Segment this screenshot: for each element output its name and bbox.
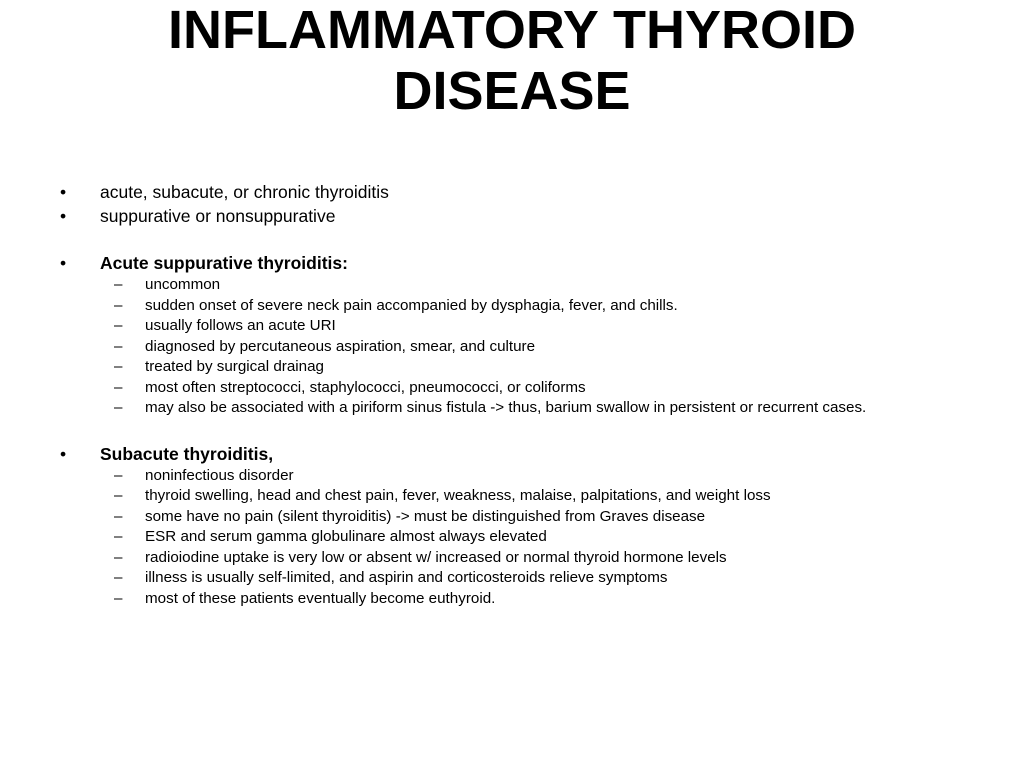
section-heading-text: Subacute thyroiditis, — [100, 443, 274, 464]
section-heading-acute — [58, 251, 1008, 275]
sub-bullet-dash: – — [114, 358, 123, 375]
bullet-text: suppurative or nonsuppurative — [100, 206, 336, 226]
sub-bullet-item — [58, 527, 1008, 548]
sub-bullet-item — [58, 486, 1008, 507]
sub-bullet-item — [58, 337, 1008, 358]
section-heading-subacute — [58, 442, 1008, 466]
sub-bullet-text: usually follows an acute URI — [145, 317, 336, 334]
sub-bullet-text: may also be associated with a piriform sinus fistula -> thus, barium swallow in persistent or recurrent cases. — [145, 399, 867, 416]
sub-bullet-text: sudden onset of severe neck pain accompanied by dysphagia, fever, and chills. — [145, 296, 678, 314]
sub-bullet-dash: – — [114, 507, 123, 525]
sub-bullet-text: some have no pain (silent thyroiditis) -> must be distinguished from Graves disease — [145, 507, 706, 525]
sub-bullet-item — [58, 568, 1008, 589]
sub-bullet-text: uncommon — [145, 276, 221, 293]
bullet-dot: • — [60, 182, 67, 202]
sub-bullet-item — [58, 275, 1008, 296]
bullet-item — [58, 180, 1008, 204]
sub-bullet-dash: – — [114, 399, 123, 416]
sub-bullet-item — [58, 316, 1008, 337]
section-heading-text: Acute suppurative thyroiditis: — [100, 253, 348, 273]
bullet-dot: • — [60, 443, 67, 464]
sub-bullet-dash: – — [114, 466, 123, 484]
spacer — [58, 228, 1008, 251]
slide-title-line-1: INFLAMMATORY THYROID — [168, 0, 856, 60]
sub-bullet-item — [58, 398, 1008, 419]
sub-bullet-item — [58, 548, 1008, 569]
bullet-text: acute, subacute, or chronic thyroiditis — [100, 182, 389, 202]
sub-bullet-text: radioiodine uptake is very low or absent w/ increased or normal thyroid hormone levels — [145, 548, 727, 566]
sub-bullet-dash: – — [114, 569, 123, 586]
sub-bullet-text: noninfectious disorder — [145, 466, 294, 484]
sub-bullet-dash: – — [114, 296, 123, 314]
sub-bullet-item — [58, 357, 1008, 378]
bullet-item — [58, 204, 1008, 228]
sub-bullet-text: most often streptococci, staphylococci, pneumococci, or coliforms — [145, 378, 586, 396]
sub-bullet-item — [58, 589, 1008, 610]
sub-bullet-dash: – — [114, 548, 123, 566]
slide-title-line-2: DISEASE — [393, 61, 631, 121]
sub-bullet-text: most of these patients eventually become euthyroid. — [145, 589, 496, 607]
bullet-dot: • — [60, 253, 67, 273]
slide-content — [58, 180, 1008, 609]
sub-bullet-item — [58, 466, 1008, 487]
sub-bullet-dash: – — [114, 276, 123, 293]
sub-bullet-dash: – — [114, 528, 123, 545]
sub-bullet-dash: – — [114, 487, 123, 504]
slide-title — [0, 0, 1024, 122]
sub-bullet-item — [58, 296, 1008, 317]
sub-bullet-item — [58, 378, 1008, 399]
sub-bullet-dash: – — [114, 317, 123, 334]
spacer — [58, 419, 1008, 442]
sub-bullet-dash: – — [114, 378, 123, 396]
sub-bullet-text: illness is usually self-limited, and aspirin and corticosteroids relieve symptoms — [145, 569, 668, 586]
sub-bullet-dash: – — [114, 589, 123, 607]
sub-bullet-text: diagnosed by percutaneous aspiration, smear, and culture — [145, 337, 536, 355]
sub-bullet-text: thyroid swelling, head and chest pain, fever, weakness, malaise, palpitations, and weight loss — [145, 487, 771, 504]
sub-bullet-text: ESR and serum gamma globulinare almost always elevated — [145, 528, 547, 545]
sub-bullet-item — [58, 507, 1008, 528]
bullet-dot: • — [60, 206, 67, 226]
sub-bullet-dash: – — [114, 337, 123, 355]
sub-bullet-text: treated by surgical drainag — [145, 358, 324, 375]
